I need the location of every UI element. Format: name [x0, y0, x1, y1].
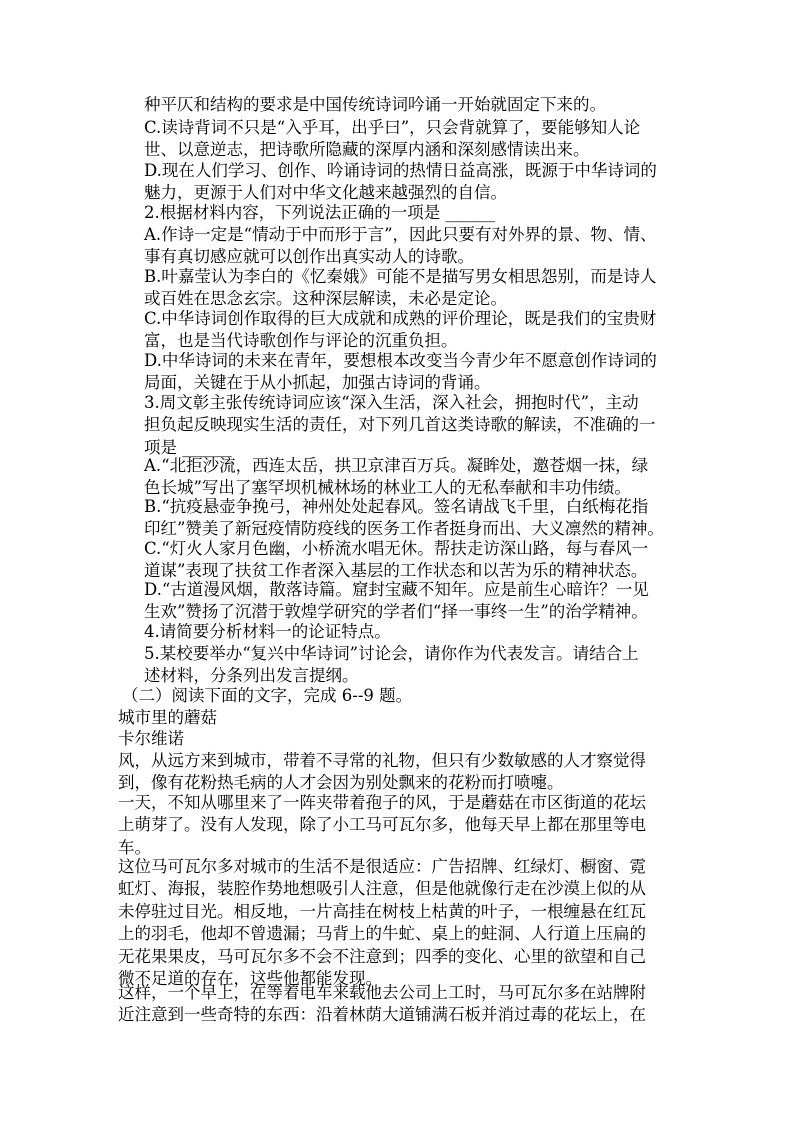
- question-3: 3.周文彰主张传统诗词应该“深入生活，深入社会，拥抱时代”，主动 担负起反映现实生活的责任，对下列几首这类诗歌的解读，不准确的一 项是 ______: [144, 393, 656, 457]
- question-3-option-d: D.“古道漫风烟，散落诗篇。窟封宝藏不知年。应是前生心暗许？一见 生欢”赞扬了沉潜于敦煌学研究的学者们“择一事终一生”的治学精神。: [144, 580, 649, 622]
- question-3-option-b: B.“抗疫悬壶争挽弓，神州处处起春风。签名请战飞千里，白纸梅花指 印红”赞美了新冠疫情防疫线的医务工作者挺身而出、大义凛然的精神。: [144, 497, 664, 539]
- question-5: 5.某校要举办“复兴中华诗词”讨论会，请你作为代表发言。请结合上 述材料，分条列出发言提纲。: [144, 644, 639, 686]
- section-heading: （二）阅读下面的文字，完成 6--9 题。: [122, 686, 413, 705]
- question-3-option-a: A.“北拒沙流，西连太岳，拱卫京津百万兵。凝眸处，邀苍烟一抹，绿 色长城”写出了塞罕坝机械林场的林业工人的无私奉献和丰功伟绩。: [144, 456, 649, 498]
- question-2-option-a: A.作诗一定是“情动于中而形于言”，因此只要有对外界的景、物、情、 事有真切感应就可以创作出真实动人的诗歌。: [144, 225, 657, 267]
- option-c-paragraph: C.读诗背词不只是“入乎耳，出乎曰”，只会背就算了，要能够知人论 世、以意逆志，把诗歌所隐藏的深厚内涵和深刻感情读出来。: [144, 118, 641, 160]
- question-2-option-d: D.中华诗词的未来在青年，要想根本改变当今青少年不愿意创作诗词的 局面，关键在于从小抓起，加强古诗词的背诵。: [144, 351, 657, 393]
- option-d-paragraph: D.现在人们学习、创作、吟诵诗词的热情日益高涨，既源于中华诗词的 魅力，更源于人们对中华文化越来越强烈的自信。: [144, 161, 657, 203]
- question-2-option-c: C.中华诗词创作取得的巨大成就和成熟的评价理论，既是我们的宝贵财 富，也是当代诗歌创作与评论的沉重负担。: [144, 309, 657, 351]
- story-paragraph-4: 这样，一个早上，在等着电车来载他去公司上工时，马可瓦尔多在站牌附 近注意到一些奇特的东西：沿着林荫大道铺满石板并消过毒的花坛上，在: [118, 983, 646, 1025]
- question-3-option-c: C.“灯火人家月色幽，小桥流水唱无休。帮扶走访深山路，每与春风一 道谋”表现了扶贫工作者深入基层的工作状态和以苦为乐的精神状态。: [144, 539, 649, 581]
- paragraph-1: 种平仄和结构的要求是中国传统诗词吟诵一开始就固定下来的。: [144, 95, 606, 114]
- question-2: 2.根据材料内容，下列说法正确的一项是 ______: [144, 203, 495, 222]
- story-author: 卡尔维诺: [118, 729, 184, 748]
- question-4: 4.请简要分析材料一的论证特点。: [144, 622, 391, 641]
- story-paragraph-2: 一天，不知从哪里来了一阵夹带着孢子的风，于是蘑菇在市区街道的花坛 上萌芽了。没有人发现，除了小工马可瓦尔多，他每天早上都在那里等电 车。: [118, 793, 646, 857]
- story-title: 城市里的蘑菇: [118, 708, 217, 727]
- story-paragraph-3: 这位马可瓦尔多对城市的生活不是很适应：广告招牌、红绿灯、橱窗、霓 虹灯、海报，装腔作势地想吸引人注意，但是他就像行走在沙漠上似的从 未停驻过目光。相反地，一片高挂在树枝上枯黄的叶子，一根缠悬在红瓦 上的羽毛，他却不曾遗漏；马背上的牛虻、桌上的蛀洞、人行道上压扁的 无花果果皮，马可瓦尔多不会不注意到；四季的变化、心里的欲望和自己 微不足道的存在，这些他都能发现。: [118, 857, 646, 989]
- story-paragraph-1: 风，从远方来到城市，带着不寻常的礼物，但只有少数敏感的人才察觉得 到，像有花粉热毛病的人才会因为别处飘来的花粉而打喷嚏。: [118, 751, 646, 793]
- question-2-option-b: B.叶嘉莹认为李白的《忆秦娥》可能不是描写男女相思怨别，而是诗人 或百姓在思念玄宗。这种深层解读，未必是定论。: [144, 267, 657, 309]
